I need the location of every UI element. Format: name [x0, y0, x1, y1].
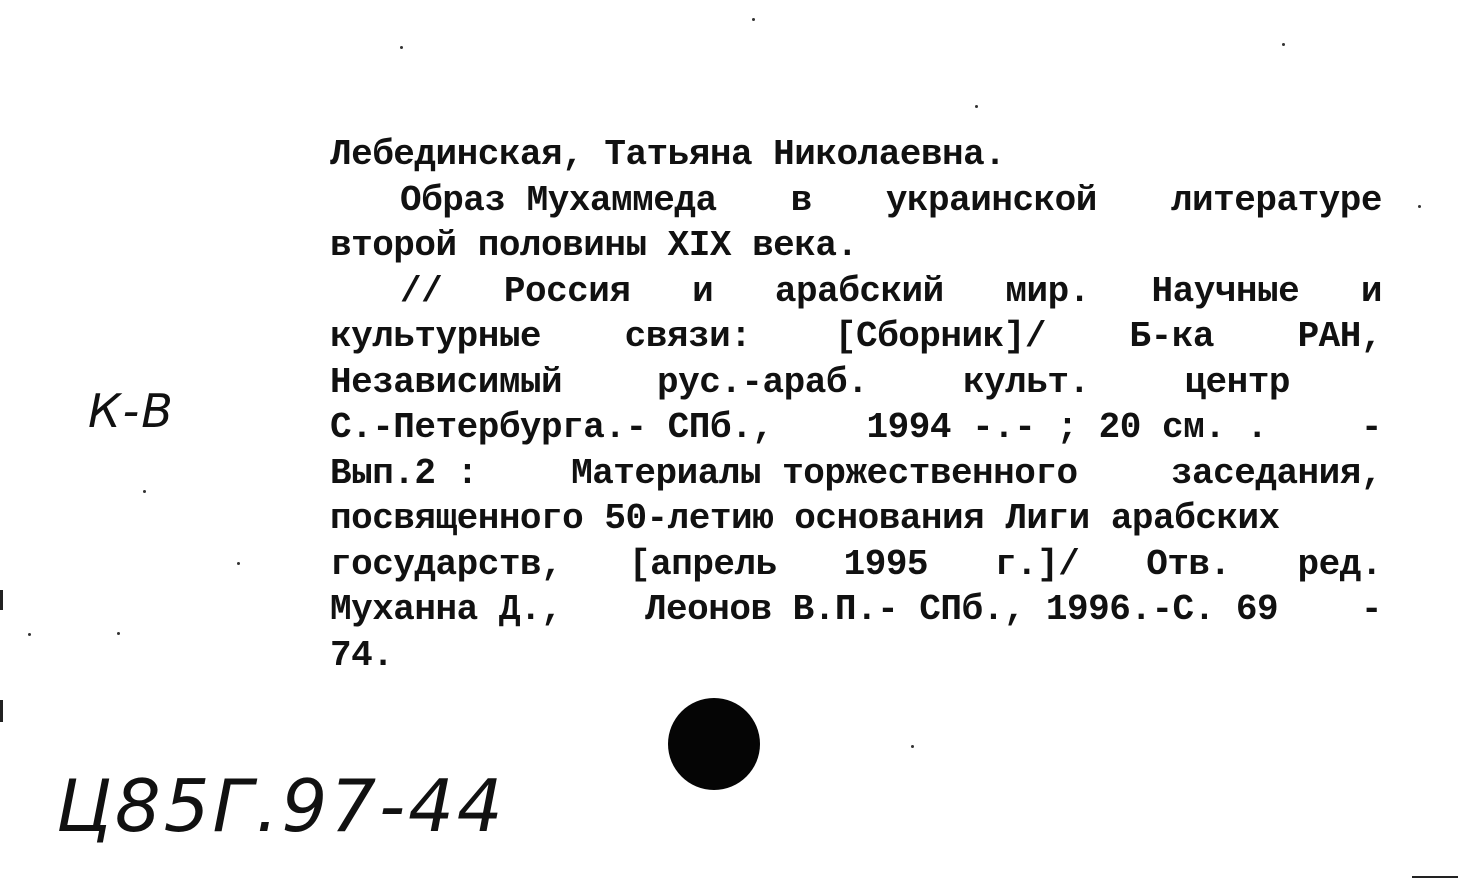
- editors-info: -: [1360, 589, 1382, 630]
- scan-speck: [237, 562, 240, 565]
- scan-edge-mark: [1412, 876, 1458, 878]
- title-word: литературе: [1170, 179, 1382, 221]
- source-word: арабский: [774, 270, 944, 312]
- scan-speck: [1282, 43, 1285, 46]
- issue-info: Материалы торжественного: [571, 452, 1078, 494]
- issue-info: посвященного 50-летию основания Лиги арабских: [330, 498, 1280, 539]
- scan-speck: [911, 745, 914, 748]
- entry-line-5: [330, 314, 1382, 360]
- scan-speck: [400, 46, 403, 49]
- scan-speck: [975, 105, 978, 108]
- source-word: и: [1360, 270, 1382, 312]
- scan-speck: [143, 490, 146, 493]
- entry-line-7: [330, 405, 1382, 451]
- scan-speck: [752, 18, 755, 21]
- scan-speck: [28, 633, 31, 636]
- source-word: связи:: [624, 316, 752, 357]
- page-range-end: 74.: [330, 634, 394, 676]
- entry-line-8: [330, 451, 1382, 497]
- title-word: украинской: [885, 179, 1097, 221]
- source-word: Россия: [503, 270, 631, 312]
- entry-line-4: [330, 269, 1382, 315]
- bibliographic-entry: [330, 132, 1382, 678]
- title-continuation: второй половины XIX века.: [330, 225, 858, 266]
- editors-info: Муханна Д.,: [330, 589, 563, 630]
- source-word: Независимый: [330, 361, 563, 403]
- source-word: центр: [1184, 361, 1290, 403]
- punch-hole: [668, 698, 760, 790]
- entry-line-9: [330, 496, 1382, 542]
- issue-info: 1995: [843, 543, 929, 585]
- entry-line-12: [330, 633, 1382, 679]
- source-word: и: [692, 270, 714, 312]
- source-word: культурные: [330, 316, 542, 357]
- scan-speck: [1418, 205, 1421, 208]
- scan-edge-mark: [0, 700, 3, 722]
- issue-info: заседания,: [1170, 452, 1382, 494]
- issue-info: государств,: [330, 543, 563, 585]
- entry-line-1: [330, 132, 1382, 178]
- publication-info: 1994 -.- ; 20 см. .: [866, 407, 1268, 448]
- publication-info: -: [1360, 407, 1382, 448]
- entry-line-11: [330, 587, 1382, 633]
- issue-info: ред.: [1297, 543, 1382, 585]
- issue-info: Вып.2 :: [330, 452, 478, 494]
- entry-line-2: [330, 178, 1382, 224]
- handwritten-mark: К-В: [88, 384, 175, 438]
- entry-line-3: [330, 223, 1382, 269]
- source-word: [Сборник]/: [834, 316, 1046, 357]
- source-word: Научные: [1151, 270, 1300, 312]
- editors-info: Леонов В.П.- СПб., 1996.-С. 69: [644, 589, 1279, 630]
- title-word: Образ Мухаммеда: [400, 179, 717, 221]
- entry-line-10: [330, 542, 1382, 588]
- source-word: культ.: [962, 361, 1090, 403]
- author-name: Лебединская, Татьяна Николаевна.: [330, 134, 1006, 175]
- source-word: //: [400, 270, 443, 312]
- publication-info: С.-Петербурга.- СПб.,: [330, 407, 774, 448]
- scan-edge-mark: [0, 590, 3, 610]
- source-word: РАН,: [1297, 316, 1382, 357]
- handwritten-classification-code: Ц85Г.97-44: [56, 764, 506, 848]
- source-word: Б-ка: [1129, 316, 1214, 357]
- issue-info: Отв.: [1146, 543, 1231, 585]
- title-word: в: [790, 179, 812, 221]
- issue-info: [апрель: [629, 543, 777, 585]
- issue-info: г.]/: [994, 543, 1080, 585]
- entry-line-6: [330, 360, 1290, 406]
- source-word: рус.-араб.: [657, 361, 869, 403]
- source-word: мир.: [1005, 270, 1090, 312]
- scan-speck: [117, 632, 120, 635]
